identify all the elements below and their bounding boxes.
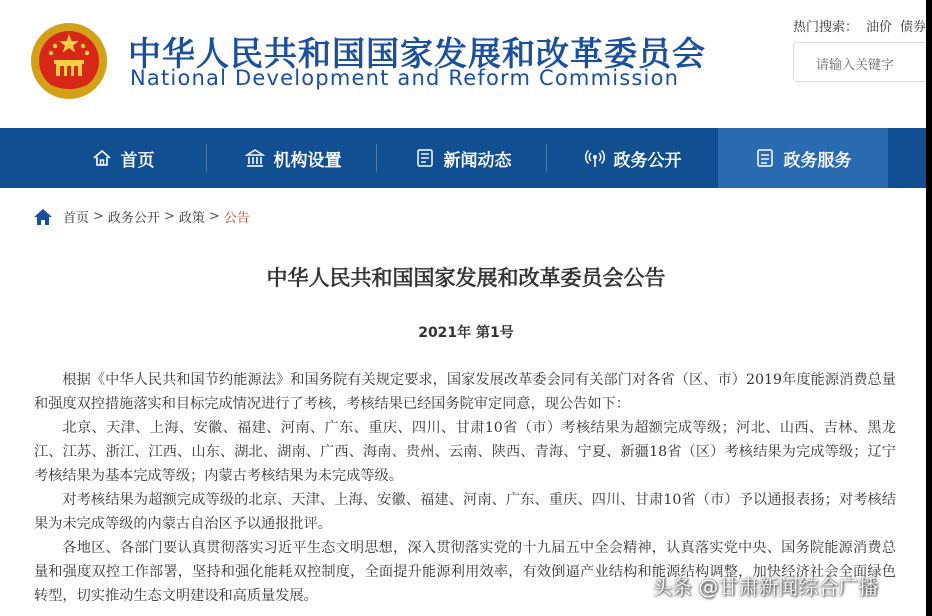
breadcrumb-separator: > — [93, 209, 104, 224]
home-icon — [92, 148, 112, 168]
nav-item-news[interactable] — [378, 128, 548, 188]
hot-search-label: 热门搜索： — [793, 20, 859, 35]
service-icon — [755, 148, 775, 168]
news-icon — [415, 148, 435, 168]
article-paragraph: 根据《中华人民共和国节约能源法》和国务院有关规定要求，国家发展改革委会同有关部门对各省（区、市）2019年度能源消费总量和强度双控措施落实和目标完成情况进行了考核，考核结果已经国务院审定同意，现公告如下： — [34, 372, 896, 412]
nav-divider — [206, 144, 207, 172]
breadcrumb-current[interactable]: 公告 — [223, 211, 250, 226]
announcement-number: 2021年 第1号 — [418, 325, 514, 341]
article-paragraph: 北京、天津、上海、安徽、福建、河南、广东、重庆、四川、甘肃10省（市）考核结果为超额完成等级；河北、山西、吉林、黑龙江、江苏、浙江、江西、山东、湖北、湖南、广西、海南、贵州、云南、陕西、青海、宁夏、新疆18省（区）考核结果为完成等级；辽宁考核结果为基本完成等级；内蒙古考核结果为未完成等级。 — [34, 420, 896, 484]
org-name-cn[interactable]: 中华人民共和国国家发展和改革委员会 — [128, 34, 706, 73]
nav-item-label: 机构设置 — [273, 150, 342, 171]
search-input[interactable]: 请输入关键字 — [793, 42, 932, 82]
page-title: 中华人民共和国国家发展和改革委员会公告 — [266, 266, 666, 290]
nav-item-label: 首页 — [120, 150, 155, 171]
nav-divider — [546, 144, 547, 172]
nav-item-home[interactable] — [38, 128, 208, 188]
nav-item-org[interactable] — [208, 128, 378, 188]
breadcrumb-separator: > — [163, 209, 175, 224]
nav-item-label: 政务公开 — [613, 150, 682, 171]
main-nav — [0, 128, 932, 188]
broadcast-icon — [585, 148, 605, 168]
article-paragraph: 对考核结果为超额完成等级的北京、天津、上海、安徽、福建、河南、广东、重庆、四川、甘肃10省（市）予以通报表扬；对考核结果为未完成等级的内蒙古自治区予以通报批评。 — [34, 492, 896, 532]
nav-item-gov-affairs[interactable] — [548, 128, 718, 188]
site-header — [0, 0, 932, 128]
source-watermark: 头条 @甘肃新闻综合广播 — [652, 575, 879, 599]
national-emblem-icon — [30, 22, 108, 100]
window-edge — [926, 0, 932, 616]
article-paragraph: 各地区、各部门要认真贯彻落实习近平生态文明思想，深入贯彻落实党的十九届五中全会精神，认真落实党中央、国务院能源消费总量和强度双控工作部署，坚持和强化能耗双控制度，全面提升能源利用效率，有效倒逼产业结构和能源结构调整，加快经济社会全面绿色转型，切实推动生态文明建设和高质量发展。 — [34, 540, 896, 604]
hot-keyword-link[interactable]: 油价 — [866, 20, 893, 35]
nav-item-gov-services[interactable] — [718, 128, 888, 188]
hot-search — [793, 16, 926, 35]
breadcrumb — [33, 207, 250, 226]
nav-divider — [376, 144, 377, 172]
hot-keyword-link[interactable]: 债券 — [900, 20, 927, 35]
nav-item-label: 新闻动态 — [443, 150, 512, 171]
breadcrumb-link-gov-affairs[interactable]: 政务公开 — [107, 211, 160, 226]
home-icon[interactable] — [33, 208, 53, 226]
building-icon — [245, 148, 265, 168]
breadcrumb-link-policy[interactable]: 政策 — [178, 211, 205, 226]
nav-item-label: 政务服务 — [783, 150, 852, 171]
breadcrumb-link-home[interactable]: 首页 — [63, 211, 90, 226]
breadcrumb-separator: > — [208, 209, 220, 224]
org-name-en[interactable]: National Development and Reform Commission — [130, 66, 680, 90]
